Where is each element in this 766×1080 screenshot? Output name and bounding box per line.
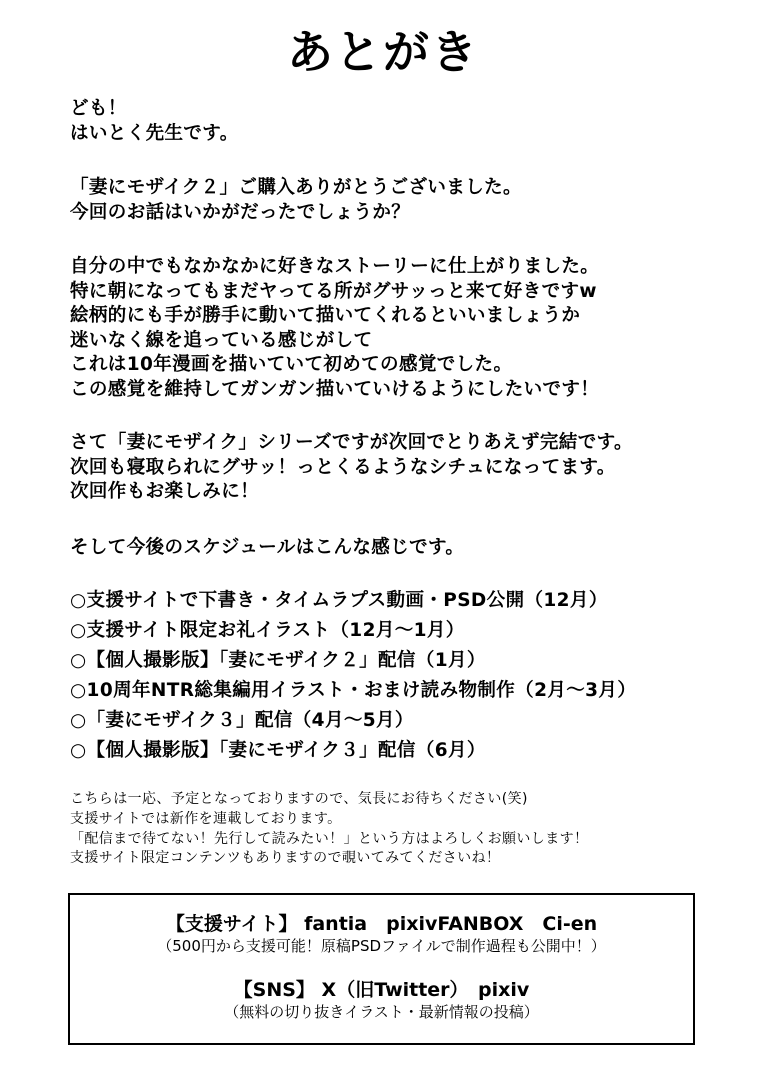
notes-paragraph [70, 790, 730, 869]
series-paragraph [70, 431, 730, 505]
info-box [68, 893, 695, 1045]
note-line: 支援サイトでは新作を連載しております。 [70, 810, 342, 827]
schedule-intro-paragraph [70, 536, 730, 561]
text-line: 次回作もお楽しみに！ [70, 481, 260, 502]
schedule-item: ○10周年NTR総集編用イラスト・おまけ読み物制作（2月～3月） [70, 680, 637, 701]
schedule-item: ○「妻にモザイク３」配信（4月～5月） [70, 710, 414, 731]
text-line: ども！ [70, 98, 127, 119]
note-line: こちらは一応、予定となっておりますので、気長にお待ちください(笑) [70, 791, 528, 807]
greeting-paragraph [70, 97, 730, 146]
sns-line: 【SNS】 X（旧Twitter） pixiv [233, 979, 530, 1001]
sns-note: （無料の切り抜きイラスト・最新情報の投稿） [224, 1003, 539, 1021]
text-line: 迷いなく線を追っている感じがして [70, 329, 373, 351]
text-line: さて「妻にモザイク」シリーズですが次回でとりあえず完結です。 [70, 432, 633, 453]
text-line: 次回も寝取られにグサッ！っとくるようなシチュになってます。 [70, 456, 616, 478]
text-line: はいとく先生です。 [70, 122, 239, 144]
schedule-item: ○支援サイト限定お礼イラスト（12月～1月） [70, 620, 465, 641]
text-line: そして今後のスケジュールはこんな感じです。 [70, 537, 465, 558]
note-line: 支援サイト限定コンテンツもありますので覗いてみてくださいね！ [70, 850, 501, 867]
support-sites-line: 【支援サイト】 fantia pixivFANBOX Ci-en [165, 913, 598, 935]
schedule-item: ○支援サイトで下書き・タイムラプス動画・PSD公開（12月） [70, 590, 608, 611]
text-line: これは10年漫画を描いていて初めての感覚でした。 [70, 354, 513, 375]
text-line: 自分の中でもなかなかに好きなストーリーに仕上がりました。 [70, 256, 600, 277]
text-line: この感覚を維持してガンガン描いていけるようにしたいです！ [70, 378, 600, 400]
thanks-paragraph [70, 176, 730, 225]
page-title: あとがき [287, 25, 479, 79]
schedule-item: ○【個人撮影版】「妻にモザイク２」配信（1月） [70, 650, 486, 671]
schedule-item: ○【個人撮影版】「妻にモザイク３」配信（6月） [70, 740, 486, 761]
text-line: 特に朝になってもまだヤってる所がグサッっと来て好きですw [70, 280, 597, 302]
schedule-list [70, 586, 730, 766]
text-line: 今回のお話はいかがだったでしょうか？ [70, 201, 411, 223]
text-line: 「妻にモザイク２」ご購入ありがとうございました。 [70, 177, 522, 198]
text-line: 絵柄的にも手が勝手に動いて描いてくれるといいましょうか [70, 305, 581, 326]
note-line: 「配信まで待てない！先行して読みたい！」という方はよろしくお願いします！ [70, 830, 589, 847]
support-sites-note: （500円から支援可能！原稿PSDファイルで制作過程も公開中！） [157, 937, 606, 955]
impressions-paragraph [70, 255, 730, 402]
